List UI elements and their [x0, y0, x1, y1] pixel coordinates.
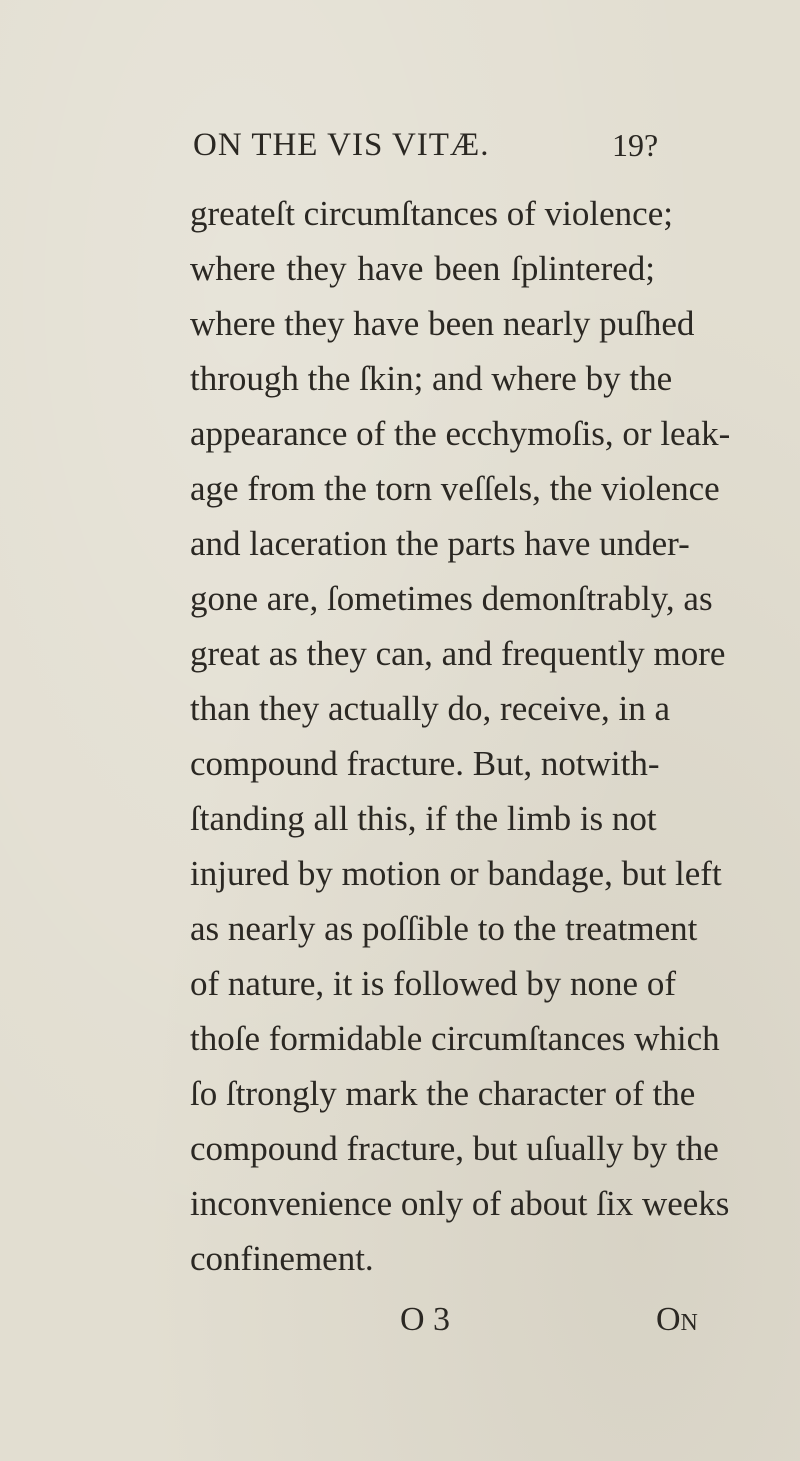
catchword: On — [656, 1301, 698, 1338]
text-line-5: appearance of the ecchymoſis, or leak- — [190, 414, 731, 453]
text-line-20: confinement. — [190, 1239, 374, 1278]
running-head-title: ON THE VIS VITÆ. — [193, 127, 490, 163]
page-footer — [0, 1301, 800, 1351]
text-line-3: where they have been nearly puſhed — [190, 304, 695, 343]
text-line-10: than they actually do, receive, in a — [190, 689, 671, 728]
text-line-14: as nearly as poſſible to the treatment — [190, 909, 698, 948]
text-line-12: ſtanding all this, if the limb is not — [190, 799, 657, 838]
text-line-11: compound fracture. But, notwith- — [190, 744, 660, 783]
text-line-1: greateſt circumſtances of violence; — [190, 194, 673, 233]
text-line-6: age from the torn veſſels, the violence — [190, 469, 720, 508]
text-line-16: thoſe formidable circumſtances which — [190, 1019, 720, 1058]
text-line-18: compound fracture, but uſually by the — [190, 1129, 719, 1168]
running-head — [0, 127, 800, 177]
text-line-2: where they have been ſplintered; — [190, 249, 655, 288]
text-line-13: injured by motion or bandage, but left — [190, 854, 722, 893]
text-line-19: inconvenience only of about ſix weeks — [190, 1184, 730, 1223]
page-number: 19? — [612, 127, 659, 163]
text-line-4: through the ſkin; and where by the — [190, 359, 673, 398]
text-line-17: ſo ſtrongly mark the character of the — [190, 1074, 696, 1113]
text-line-8: gone are, ſometimes demonſtrably, as — [190, 579, 713, 618]
text-line-15: of nature, it is followed by none of — [190, 964, 677, 1003]
signature-mark: O 3 — [400, 1301, 451, 1338]
text-line-7: and laceration the parts have under- — [190, 524, 690, 563]
text-line-9: great as they can, and frequently more — [190, 634, 726, 673]
